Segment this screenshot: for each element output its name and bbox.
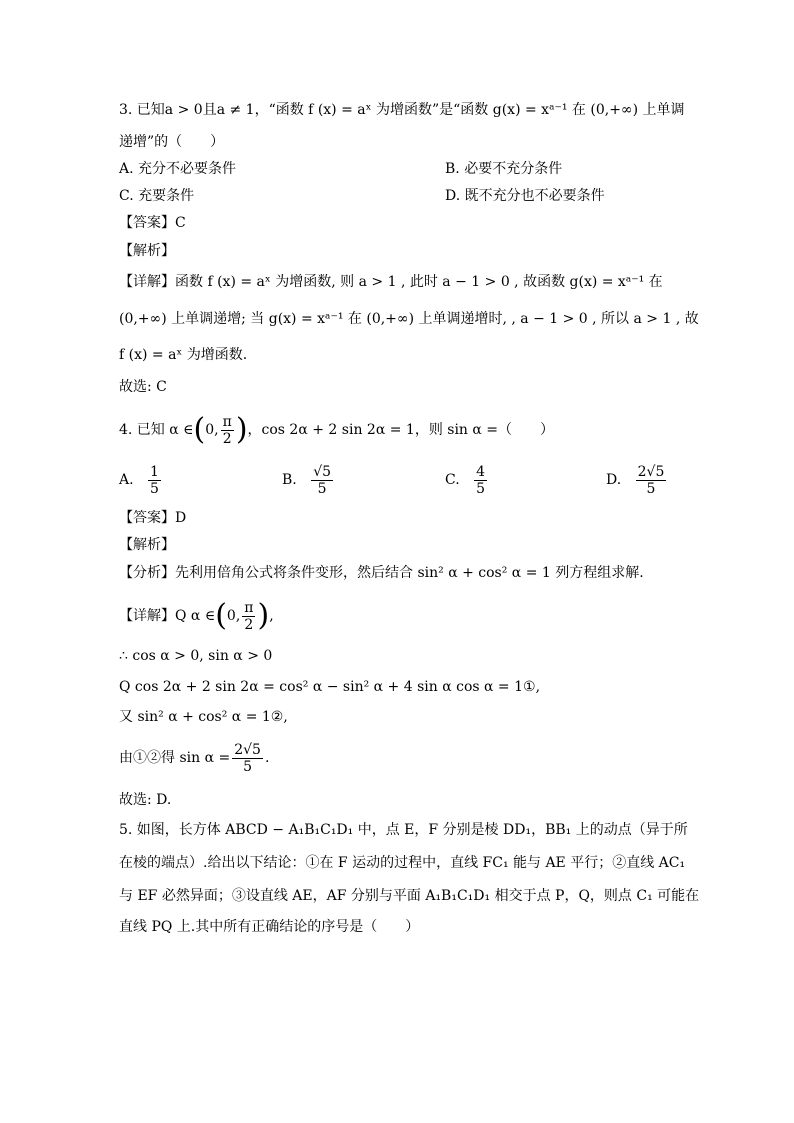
q3-option-b: B. 必要不充分条件: [445, 161, 563, 177]
q4-option-a-frac: [148, 464, 161, 497]
q3-detail-line3: f (x) = aˣ 为增函数.: [119, 347, 248, 363]
q5-line3: 与 EF 必然异面；③设直线 AE，AF 分别与平面 A₁B₁C₁D₁ 相交于点 P，Q，则点 C₁ 可能在: [119, 888, 700, 904]
q4-detail-pi: π: [244, 599, 254, 616]
q3-choice: 故选: C: [119, 379, 167, 395]
q4-stem-prefix: 4. 已知 α ∈: [119, 422, 194, 438]
q4-option-c-frac: [474, 464, 487, 497]
q4-option-d-frac: [636, 464, 667, 497]
q4-fenxi: 【分析】先利用倍角公式将条件变形，然后结合 sin² α + cos² α = 1 列方程组求解.: [119, 565, 644, 581]
q3-detail-line2: (0,+∞) 上单调递增; 当 g(x) = xᵃ⁻¹ 在 (0,+∞) 上单调递增时, , a − 1 > 0 , 所以 a > 1 , 故: [119, 311, 699, 327]
q4-pi-half: [221, 414, 234, 447]
q4-option-a-den: 5: [150, 480, 159, 497]
q4-pi: π: [222, 413, 232, 430]
q4-option-d-num: 2√5: [637, 463, 665, 480]
q4-detail: [119, 596, 274, 636]
q3-stem-line2: 递增”的（ ）: [119, 134, 225, 150]
q4-analysis-label: 【解析】: [119, 537, 175, 553]
q4-step1: ∴ cos α > 0, sin α > 0: [119, 648, 273, 664]
q4-option-a: [119, 462, 163, 498]
q4-step4-frac: [232, 742, 263, 775]
q4-step3: 又 sin² α + cos² α = 1②,: [119, 709, 288, 725]
q4-step4: [119, 738, 269, 778]
q4-option-c: [445, 462, 489, 498]
q4-detail-pi-half: [242, 600, 255, 633]
q3-option-c: C. 充要条件: [119, 188, 195, 204]
q4-stem: [119, 410, 554, 450]
q4-detail-close-paren-icon: ): [257, 598, 270, 633]
q4-detail-two: 2: [244, 616, 254, 633]
q5-line2: 在棱的端点）.给出以下结论：①在 F 运动的过程中，直线 FC₁ 能与 AE 平行；②直线 AC₁: [119, 855, 686, 871]
q3-detail-line1: 【详解】函数 f (x) = aˣ 为增函数, 则 a > 1 , 此时 a − 1 > 0 , 故函数 g(x) = xᵃ⁻¹ 在: [119, 274, 663, 290]
q4-step4-prefix: 由①②得 sin α =: [119, 750, 231, 766]
q4-option-d-label: D.: [606, 472, 622, 488]
q4-step4-den: 5: [243, 758, 253, 775]
q4-detail-suffix: ,: [269, 608, 274, 624]
q4-close-paren-icon: ): [235, 412, 248, 447]
q4-detail-prefix: 【详解】Q α ∈: [119, 608, 216, 624]
q4-detail-open-paren-icon: (: [215, 598, 227, 633]
q4-option-a-num: 1: [150, 463, 159, 480]
q3-answer: 【答案】C: [119, 215, 186, 231]
q4-option-d-den: 5: [646, 480, 656, 497]
q4-choice: 故选: D.: [119, 792, 172, 808]
q4-open-paren-icon: (: [193, 412, 206, 447]
q4-option-b-den: 5: [317, 480, 327, 497]
q4-option-d: [606, 462, 668, 498]
q4-option-c-label: C.: [445, 472, 460, 488]
q3-analysis-label: 【解析】: [119, 243, 175, 259]
q4-option-a-label: A.: [119, 472, 134, 488]
q4-step4-num: 2√5: [234, 741, 261, 758]
q3-option-d: D. 既不充分也不必要条件: [445, 188, 605, 204]
q3-option-a: A. 充分不必要条件: [119, 161, 237, 177]
q4-option-b-label: B.: [282, 472, 297, 488]
q4-two: 2: [222, 430, 232, 447]
q4-step2: Q cos 2α + 2 sin 2α = cos² α − sin² α + 4 sin α cos α = 1①,: [119, 679, 541, 695]
q4-option-b-frac: [311, 464, 333, 497]
q4-interval-zero: 0,: [205, 422, 219, 438]
q5-line4: 直线 PQ 上.其中所有正确结论的序号是（ ）: [119, 919, 420, 935]
q4-option-b-num: √5: [313, 463, 332, 480]
q4-answer: 【答案】D: [119, 510, 187, 526]
q4-stem-suffix: ，cos 2α + 2 sin 2α = 1，则 sin α =（ ）: [247, 422, 555, 438]
q5-line1: 5. 如图，长方体 ABCD − A₁B₁C₁D₁ 中，点 E，F 分别是棱 DD₁，BB₁ 上的动点（异于所: [119, 822, 688, 838]
q4-step4-suffix: .: [264, 750, 270, 766]
q3-stem-line1: 3. 已知a > 0且a ≠ 1，“函数 f (x) = aˣ 为增函数”是“函数 g(x) = xᵃ⁻¹ 在 (0,+∞) 上单调: [119, 102, 685, 118]
q4-option-c-num: 4: [476, 463, 486, 480]
q4-detail-zero: 0,: [226, 608, 241, 624]
q4-option-b: [282, 462, 335, 498]
q4-option-c-den: 5: [476, 480, 486, 497]
